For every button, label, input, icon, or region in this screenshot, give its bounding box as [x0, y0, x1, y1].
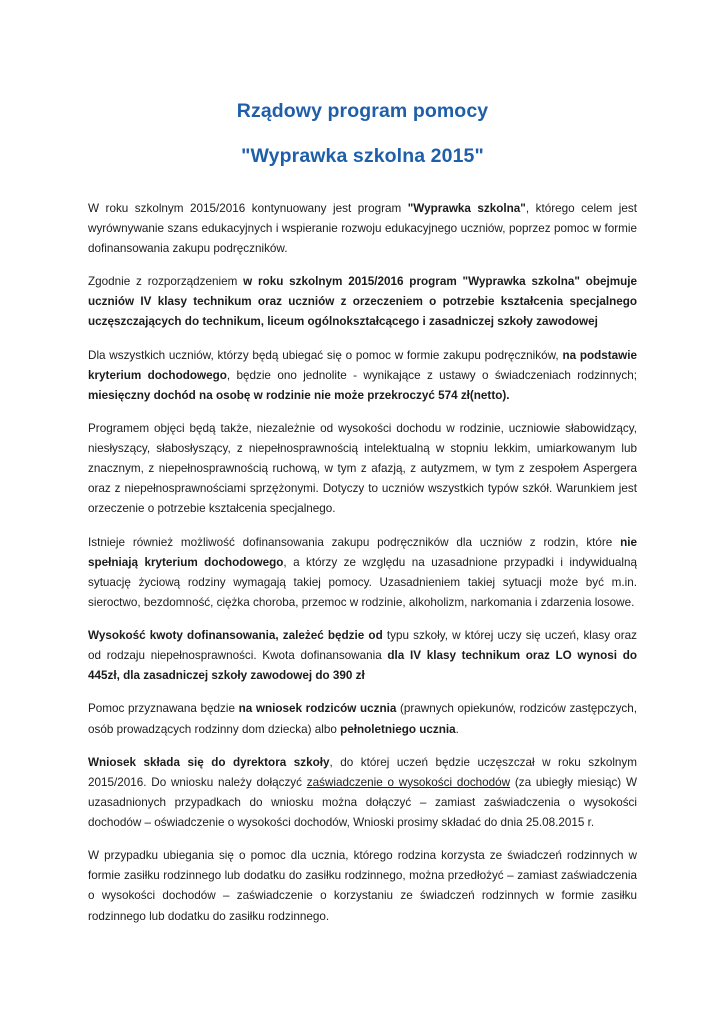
text-run: zaświadczenie o wysokości dochodów — [306, 775, 511, 789]
text-run: pełnoletniego ucznia — [340, 722, 456, 736]
text-run: Programem objęci będą także, niezależnie od wysokości dochodu w rodzinie, uczniowie słabowidzący, niesłyszący, słabosłyszący, z niepełnosprawnością intelektualną w stopniu lekkim, umiarkowanym lub znacznym, z niepełnosprawnością ruchową, w tym z afazją, z autyzmem, w tym z zespołem Aspergera oraz z niepełnosprawnościami sprzężonymi. Dotyczy to uczniów wszystkich typów szkół. Warunkiem jest orzeczenie o potrzebie kształcenia specjalnego. — [88, 421, 637, 516]
paragraph-2 — [88, 272, 637, 332]
paragraph-5 — [88, 533, 637, 614]
text-run: Wniosek składa się do dyrektora szkoły — [88, 755, 330, 769]
page-title-line-1: Rządowy program pomocy — [236, 100, 489, 122]
paragraph-1 — [88, 199, 637, 259]
paragraph-6 — [88, 626, 637, 686]
paragraph-3 — [88, 346, 637, 406]
text-run: na wniosek rodziców ucznia — [238, 702, 397, 716]
text-run: . — [455, 722, 459, 736]
text-run: , do której uczeń będzie uczęszczał w roku szkolnym 2015/2016. Do wniosku należy dołączyć — [88, 755, 637, 789]
paragraph-9 — [88, 846, 637, 927]
document-body — [88, 199, 637, 927]
text-run: (prawnych opiekunów, rodziców zastępczych, osób prowadzących rodzinny dom dziecka) albo — [88, 702, 638, 736]
text-run: Dla wszystkich uczniów, którzy będą ubiegać się o pomoc w formie zakupu podręczników, — [88, 348, 563, 362]
text-run: , a którzy ze względu na uzasadnione przypadki i indywidualną sytuację życiową rodziny wymagają takiej pomocy. Uzasadnieniem takiej sytuacji może być m.in. sieroctwo, bezdomność, ciężka choroba, przemoc w rodzinie, alkoholizm, narkomania i zdarzenia losowe. — [88, 555, 637, 609]
text-run: , będzie ono jednolite - wynikające z ustawy o świadczeniach rodzinnych; — [226, 368, 637, 382]
text-run: Istnieje również możliwość dofinansowania zakupu podręczników dla uczniów z rodzin, które — [88, 535, 621, 549]
text-run: , którego celem jest wyrównywanie szans edukacyjnych i wspieranie rozwoju edukacyjnego uczniów, poprzez pomoc w formie dofinansowania zakupu podręczników. — [88, 201, 637, 256]
text-run: "Wyprawka szkolna" — [407, 201, 526, 215]
paragraph-4 — [88, 419, 637, 520]
text-run: Wysokość kwoty dofinansowania, zależeć będzie od — [88, 629, 387, 643]
text-run: Zgodnie z rozporządzeniem — [88, 275, 244, 289]
text-run: typu szkoły, w której uczy się uczeń, klasy oraz od rodzaju niepełnosprawności. Kwota dofinansowania — [88, 629, 637, 663]
paragraph-8 — [88, 753, 637, 834]
text-run: nie spełniają kryterium dochodowego — [88, 535, 637, 569]
paragraph-7 — [88, 699, 637, 739]
text-run: miesięczny dochód na osobę w rodzinie nie może przekroczyć 574 zł(netto). — [88, 388, 510, 402]
text-run: W przypadku ubiegania się o pomoc dla ucznia, którego rodzina korzysta ze świadczeń rodzinnych w formie zasiłku rodzinnego lub dodatku do zasiłku rodzinnego, można przedłożyć – zamiast zaświadczenia o wysokości dochodów – zaświadczenie o korzystaniu ze świadczeń rodzinnych w formie zasiłku rodzinnego lub dodatku do zasiłku rodzinnego. — [88, 849, 637, 923]
page-title-line-2: "Wyprawka szkolna 2015" — [241, 145, 484, 168]
text-run: w roku szkolnym 2015/2016 program "Wyprawka szkolna" obejmuje uczniów IV klasy technikum oraz uczniów z orzeczeniem o potrzebie kształcenia specjalnego uczęszczających do technikum, liceum ogólnokształcącego i zasadniczej szkoły zawodowej — [88, 275, 637, 329]
text-run: (za ubiegły miesiąc) W uzasadnionych przypadkach do wniosku można dołączyć – zamiast zaświadczenia o wysokości dochodów – oświadczenie o wysokości dochodów, Wnioski prosimy składać do dnia 25.08.2015 r. — [88, 775, 637, 830]
text-run: na podstawie kryterium dochodowego — [88, 348, 637, 382]
text-run: dla IV klasy technikum oraz LO wynosi do 445zł, dla zasadniczej szkoły zawodowej do 390 zł — [88, 649, 637, 683]
text-run: W roku szkolnym 2015/2016 kontynuowany jest program — [88, 201, 408, 215]
text-run: Pomoc przyznawana będzie — [88, 702, 239, 716]
